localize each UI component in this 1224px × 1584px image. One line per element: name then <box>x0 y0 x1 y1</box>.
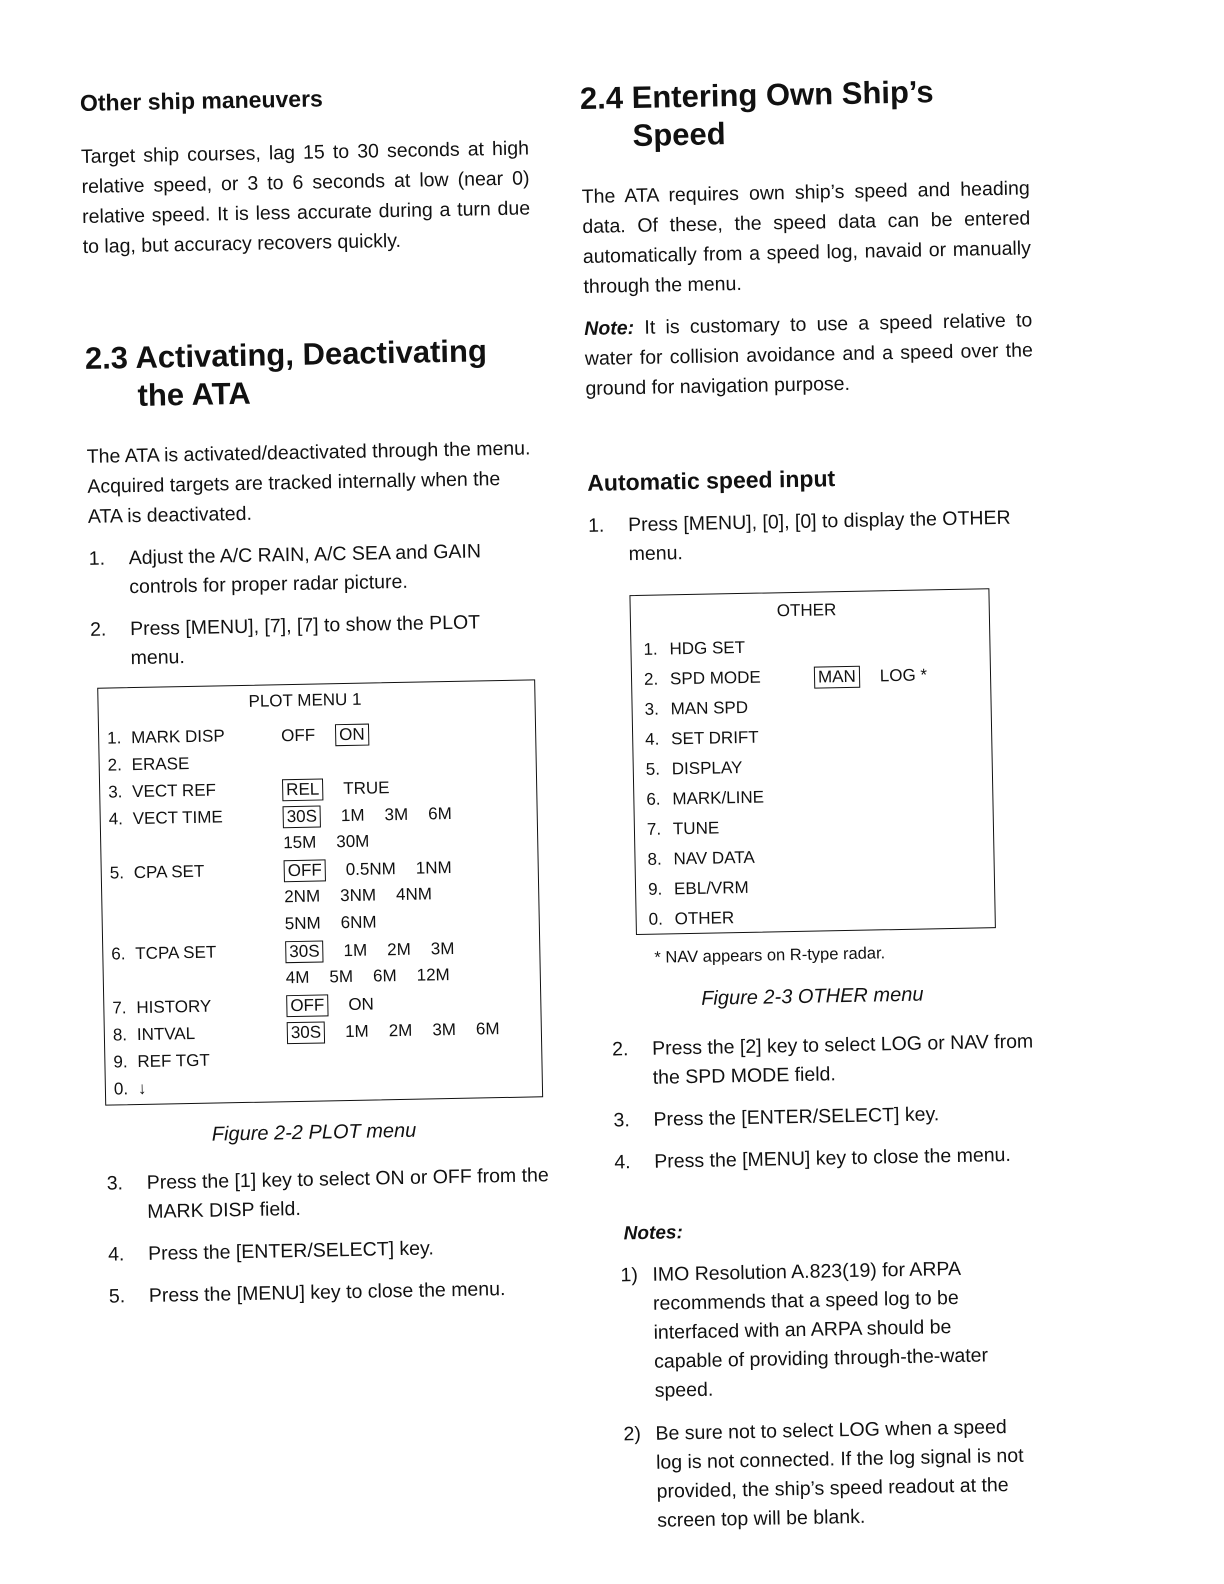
other-menu-row <box>636 903 994 929</box>
step-number: 3. <box>613 1109 630 1132</box>
step-number: 1. <box>587 514 605 537</box>
menu-option: 0.5NM <box>345 859 396 880</box>
plot-menu-row-continued <box>103 909 539 934</box>
left-steps-b <box>106 1161 557 1325</box>
menu-option: 3M <box>432 1019 457 1040</box>
figure-2-3-caption: Figure 2-3 OTHER menu <box>700 983 924 1010</box>
step-text: Press the [MENU] key to close the menu. <box>654 1143 1012 1173</box>
menu-option: 1M <box>340 805 365 826</box>
menu-item-label: VECT TIME <box>132 807 223 829</box>
menu-item-options <box>285 938 475 964</box>
menu-option: 4NM <box>395 884 433 905</box>
menu-item-number: 4. <box>645 729 660 749</box>
step-number: 5. <box>108 1285 126 1308</box>
step-text: Press [MENU], [0], [0] to display the OTHER menu. <box>627 506 1011 566</box>
plot-menu-row <box>102 855 538 883</box>
plot-menu-row <box>103 936 539 964</box>
menu-item-label: EBL/VRM <box>673 877 749 899</box>
step <box>90 607 539 674</box>
plot-menu-row <box>104 990 540 1018</box>
step <box>614 1140 1062 1178</box>
menu-item-number: 9. <box>647 879 663 899</box>
menu-item-label: HISTORY <box>136 996 212 1018</box>
section-number: 2.3 <box>84 340 129 376</box>
selected-option: 30S <box>285 940 324 963</box>
other-menu-row <box>633 723 991 749</box>
step-number: 2. <box>611 1038 629 1061</box>
menu-item-options <box>284 857 472 883</box>
menu-option: 3M <box>430 938 455 959</box>
menu-option: 6NM <box>340 912 377 933</box>
menu-item-number: 8. <box>647 849 662 869</box>
plot-menu-row-continued <box>102 882 538 907</box>
other-menu-row <box>632 663 990 689</box>
menu-option: 6M <box>372 966 397 986</box>
menu-item-label: TUNE <box>672 818 720 839</box>
menu-option: 2M <box>388 1020 413 1041</box>
menu-option: TRUE <box>343 778 390 799</box>
plot-menu-row <box>105 1044 541 1072</box>
section-2-4-heading <box>580 73 935 156</box>
menu-item-number: 7. <box>646 819 662 839</box>
other-menu-row <box>634 783 992 809</box>
menu-option: 1M <box>344 1021 369 1042</box>
plot-menu-title: PLOT MENU 1 <box>248 689 362 711</box>
menu-item-options <box>285 912 397 934</box>
menu-option: 30M <box>336 831 370 852</box>
step-number: 4. <box>107 1243 125 1266</box>
menu-item-label: TCPA SET <box>135 942 217 964</box>
menu-option: 5M <box>329 966 354 987</box>
selected-option: OFF <box>286 994 328 1017</box>
step-text: Adjust the A/C RAIN, A/C SEA and GAIN controls for proper radar picture. <box>128 540 482 599</box>
selected-option: MAN <box>814 666 860 689</box>
selected-option: ON <box>335 724 369 747</box>
menu-item-options <box>284 884 452 907</box>
note-item-number: 1) <box>620 1264 639 1287</box>
menu-item-number: 2. <box>643 669 659 689</box>
menu-item-number: 6. <box>646 789 661 809</box>
step <box>88 536 537 603</box>
speed-note <box>584 305 1034 404</box>
menu-item-number: 6. <box>111 944 126 964</box>
menu-item-options <box>282 777 410 801</box>
section-title-line1: Entering Own Ship’s <box>631 74 934 115</box>
step-text: Press the [2] key to select LOG or NAV from the SPD MODE field. <box>651 1030 1034 1089</box>
step <box>109 1274 557 1312</box>
menu-option: 2NM <box>284 886 321 907</box>
other-menu-row <box>634 753 992 779</box>
menu-option: 3NM <box>339 885 377 906</box>
menu-item-number: 8. <box>112 1025 128 1045</box>
plot-menu-row <box>101 801 537 829</box>
speed-intro: The ATA requires own ship’s speed and heading data. Of these, the speed data can be entered automatically from a speed log, navaid or manually through the menu. <box>581 177 1032 298</box>
step-number: 3. <box>106 1172 124 1195</box>
menu-option: LOG * <box>879 665 928 686</box>
notes-heading: Notes: <box>623 1222 684 1245</box>
menu-option: 6M <box>475 1019 500 1039</box>
step <box>106 1161 555 1228</box>
menu-item-label: SET DRIFT <box>671 727 759 749</box>
right-steps-a <box>588 503 1037 583</box>
menu-item-label: HDG SET <box>669 637 746 659</box>
menu-item-label: NAV DATA <box>673 847 755 869</box>
step <box>588 503 1037 570</box>
step-text: Press the [ENTER/SELECT] key. <box>653 1103 940 1131</box>
menu-item-label: SPD MODE <box>669 667 761 689</box>
other-maneuvers-heading: Other ship maneuvers <box>79 85 324 116</box>
section-title-line2: the ATA <box>137 375 251 413</box>
menu-item-number: 7. <box>112 998 127 1018</box>
note-item <box>620 1254 1023 1407</box>
menu-item-label: CPA SET <box>133 861 205 883</box>
menu-item-options <box>281 723 389 747</box>
plot-menu-row <box>106 1071 542 1099</box>
nav-footnote: * NAV appears on R-type radar. <box>654 944 886 967</box>
menu-item-label: MARK/LINE <box>672 787 765 809</box>
other-menu-box <box>629 588 995 935</box>
plot-menu-box <box>97 679 543 1105</box>
note-item-number: 2) <box>623 1423 642 1446</box>
menu-item-options <box>283 831 390 853</box>
step-text: Press the [1] key to select ON or OFF from the MARK DISP field. <box>146 1164 549 1223</box>
menu-option: 15M <box>283 832 317 853</box>
section-2-3-heading <box>85 332 488 416</box>
menu-item-options <box>283 803 473 829</box>
menu-item-label: REF TGT <box>137 1050 210 1072</box>
menu-option: 6M <box>428 803 452 824</box>
menu-item-options <box>286 993 394 1017</box>
menu-item-label: VECT REF <box>132 780 217 802</box>
menu-option: 1NM <box>415 857 452 878</box>
menu-option: 1M <box>343 940 368 961</box>
step-number: 4. <box>614 1151 631 1174</box>
right-steps-b <box>612 1027 1063 1191</box>
section-title-line2: Speed <box>632 116 726 153</box>
other-menu-row <box>635 813 993 839</box>
menu-option: ON <box>348 994 375 1014</box>
other-menu-row <box>636 873 994 899</box>
step <box>108 1232 556 1270</box>
note-item-text: Be sure not to select LOG when a speed log is not connected. If the log signal is not provided, the ship’s speed readout at the screen top will be blank. <box>655 1416 1024 1532</box>
notes-list <box>620 1254 1025 1551</box>
note-item-text: IMO Resolution A.823(19) for ARPA recommends that a speed log to be interfaced with an ARPA should be capable of providing through-the-water speed. <box>652 1257 989 1402</box>
menu-item-number: 0. <box>648 909 664 929</box>
menu-item-label: MAN SPD <box>670 697 749 719</box>
menu-option: 5NM <box>284 913 321 934</box>
step-text: Press the [MENU] key to close the menu. <box>148 1278 506 1307</box>
ata-intro: The ATA is activated/deactivated through the menu. Acquired targets are tracked internally when the ATA is deactivated. <box>86 437 531 528</box>
menu-option: 3M <box>384 804 409 825</box>
other-menu-row <box>635 843 993 869</box>
step-number: 2. <box>89 618 107 641</box>
menu-item-number: 3. <box>644 699 659 719</box>
plot-menu-row <box>105 1017 541 1045</box>
menu-item-number: 1. <box>643 639 658 659</box>
note-item <box>623 1413 1025 1537</box>
plot-menu-row <box>100 774 536 802</box>
menu-item-number: 9. <box>113 1052 128 1072</box>
menu-item-options <box>286 965 470 989</box>
selected-option: REL <box>282 778 323 801</box>
note-text: It is customary to use a speed relative to water for collision avoidance and a speed over the ground for navigation purpose. <box>584 309 1034 400</box>
plot-menu-row-continued <box>101 828 537 853</box>
other-maneuvers-text: Target ship courses, lag 15 to 30 seconds at high relative speed, or 3 to 6 seconds at low (near 0) relative speed. It is less accurate during a turn due to lag, but accuracy recovers quickly. <box>80 137 531 258</box>
step-text: Press [MENU], [7], [7] to show the PLOT menu. <box>129 611 480 670</box>
plot-menu-row-continued <box>104 963 540 988</box>
menu-item-label: OTHER <box>674 908 735 929</box>
menu-item-number: 5. <box>645 759 661 779</box>
figure-2-2-caption: Figure 2-2 PLOT menu <box>211 1119 417 1146</box>
note-label: Note: <box>584 316 635 340</box>
section-title-line1: Activating, Deactivating <box>135 333 488 375</box>
menu-option: 12M <box>416 965 450 985</box>
menu-item-options <box>287 1018 520 1044</box>
menu-option: 2M <box>386 939 411 960</box>
menu-item-number: 3. <box>108 782 123 802</box>
step <box>613 1098 1061 1136</box>
menu-item-number: 5. <box>109 863 125 883</box>
menu-item-label: INTVAL <box>136 1023 196 1045</box>
plot-menu-row <box>99 720 535 748</box>
menu-item-number: 2. <box>107 755 123 775</box>
selected-option: OFF <box>284 859 326 882</box>
menu-item-label: ↓ <box>137 1078 147 1099</box>
step <box>612 1027 1061 1094</box>
step-number: 1. <box>88 547 106 570</box>
section-number: 2.4 <box>579 80 624 116</box>
other-menu-row <box>631 633 989 659</box>
menu-item-label: DISPLAY <box>671 757 743 779</box>
other-menu-title: OTHER <box>776 600 837 621</box>
menu-option: OFF <box>280 725 316 746</box>
menu-item-number: 0. <box>113 1079 129 1099</box>
selected-option: 30S <box>287 1021 326 1044</box>
menu-item-number: 1. <box>106 728 122 748</box>
other-menu-row <box>632 693 990 719</box>
menu-item-label: MARK DISP <box>130 726 225 748</box>
menu-option: 4M <box>285 967 310 988</box>
left-steps-a <box>88 536 539 687</box>
menu-item-number: 4. <box>108 809 124 829</box>
step-text: Press the [ENTER/SELECT] key. <box>147 1237 434 1265</box>
plot-menu-row <box>100 747 536 775</box>
menu-item-label: ERASE <box>131 754 190 775</box>
menu-item-options <box>814 664 947 689</box>
automatic-speed-heading: Automatic speed input <box>587 465 836 496</box>
selected-option: 30S <box>283 805 322 828</box>
